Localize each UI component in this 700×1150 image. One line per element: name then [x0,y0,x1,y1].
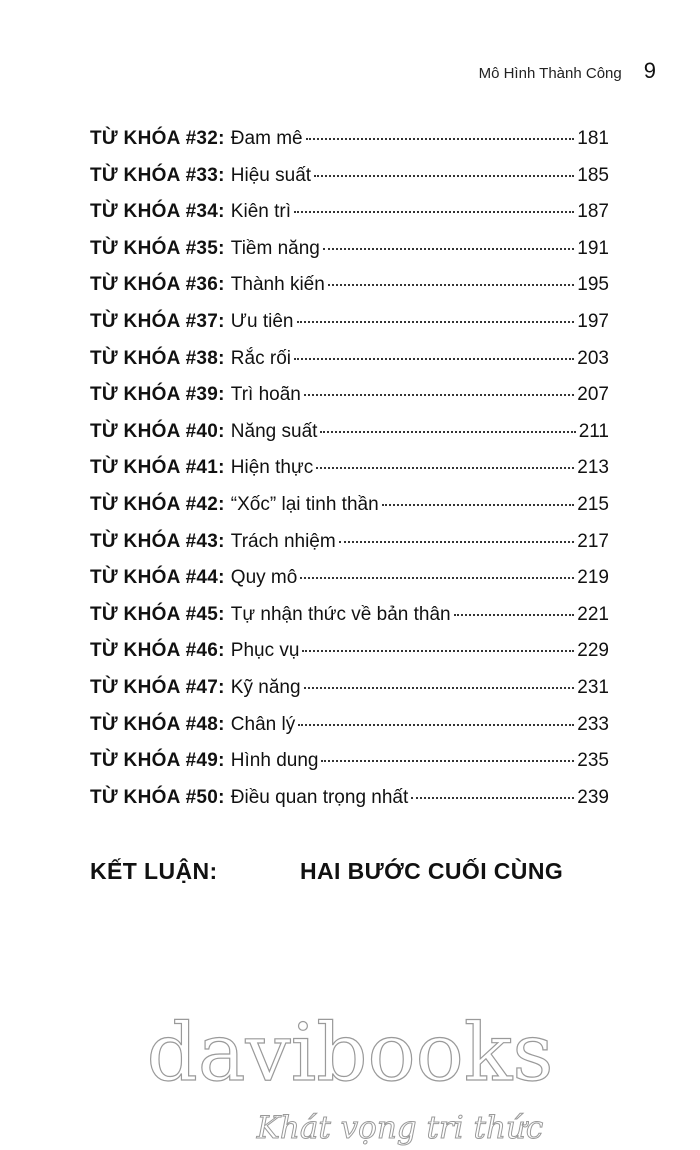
dot-leader [304,394,574,396]
dot-leader [320,431,575,433]
dot-leader [454,614,575,616]
publisher-watermark-logo [0,1010,700,1150]
toc-keyword: TỪ KHÓA #44: [90,567,225,589]
toc-title: Đam mê [230,128,303,149]
toc-page-number: 203 [577,347,609,369]
toc-title: Tiềm năng [230,237,320,259]
toc-page-number: 239 [577,786,609,808]
toc-keyword: TỪ KHÓA #35: [90,237,225,259]
toc-title: Ưu tiên [230,310,294,332]
toc-page-number: 191 [577,237,609,259]
toc-entry [90,457,609,494]
toc-keyword: TỪ KHÓA #47: [90,676,225,698]
dot-leader [316,467,574,469]
dot-leader [411,797,574,799]
toc-keyword: TỪ KHÓA #40: [90,420,225,442]
dot-leader [294,358,574,360]
toc-keyword: TỪ KHÓA #38: [90,347,225,369]
toc-keyword: TỪ KHÓA #49: [90,750,225,772]
dot-leader [339,541,575,543]
conclusion-heading [90,858,564,885]
toc-entry [90,677,609,714]
table-of-contents [90,128,609,823]
toc-title: Tự nhận thức về bản thân [230,603,451,625]
dot-leader [298,724,574,726]
toc-keyword: TỪ KHÓA #43: [90,530,225,552]
toc-keyword: TỪ KHÓA #39: [90,384,225,406]
dot-leader [321,760,574,762]
toc-entry [90,311,609,348]
dot-leader [304,687,575,689]
toc-page-number: 181 [577,128,609,149]
toc-title: Trì hoãn [230,384,301,406]
toc-entry [90,348,609,385]
toc-entry [90,494,609,531]
page-header [479,58,656,84]
conclusion-title: HAI BƯỚC CUỐI CÙNG [300,858,564,884]
toc-page-number: 197 [577,310,609,332]
toc-title: Trách nhiệm [230,530,336,552]
dot-leader [294,211,574,213]
toc-page-number: 221 [577,603,609,625]
toc-keyword: TỪ KHÓA #32: [90,128,225,149]
toc-page-number: 185 [577,164,609,186]
dot-leader [302,650,574,652]
toc-entry [90,238,609,275]
toc-title: Kỹ năng [230,676,301,698]
toc-keyword: TỪ KHÓA #36: [90,274,225,296]
toc-keyword: TỪ KHÓA #45: [90,603,225,625]
toc-entry [90,531,609,568]
toc-title: Thành kiến [230,274,325,296]
toc-page-number: 229 [577,640,609,662]
toc-title: Hiệu suất [230,164,312,186]
toc-title: “Xốc” lại tinh thần [230,493,379,515]
toc-keyword: TỪ KHÓA #42: [90,493,225,515]
toc-title: Chân lý [230,713,296,735]
watermark-svg [0,1010,700,1150]
dot-leader [300,577,574,579]
dot-leader [323,248,574,250]
toc-page-number: 235 [577,750,609,772]
toc-entry [90,640,609,677]
toc-page-number: 219 [577,567,609,589]
dot-leader [328,284,574,286]
toc-keyword: TỪ KHÓA #41: [90,457,225,479]
toc-page-number: 231 [577,676,609,698]
toc-entry [90,201,609,238]
toc-entry [90,714,609,751]
toc-entry [90,128,609,165]
toc-keyword: TỪ KHÓA #33: [90,164,225,186]
toc-entry [90,421,609,458]
toc-title: Hình dung [230,750,319,772]
toc-keyword: TỪ KHÓA #48: [90,713,225,735]
toc-title: Năng suất [230,420,318,442]
toc-title: Điều quan trọng nhất [230,786,409,808]
toc-keyword: TỪ KHÓA #46: [90,640,225,662]
running-title: Mô Hình Thành Công [478,65,622,82]
toc-title: Rắc rối [230,347,291,369]
toc-keyword: TỪ KHÓA #34: [90,201,225,223]
toc-page-number: 211 [578,420,609,442]
watermark-brand: davibooks [146,1010,554,1099]
dot-leader [297,321,575,323]
toc-entry [90,384,609,421]
toc-keyword: TỪ KHÓA #50: [90,786,225,808]
toc-page-number: 195 [577,274,609,296]
toc-entry [90,567,609,604]
toc-page-number: 233 [577,713,609,735]
watermark-tagline: Khát vọng tri thức [256,1110,544,1146]
toc-page-number: 215 [577,493,609,515]
toc-page-number: 207 [577,384,609,406]
toc-title: Kiên trì [230,201,291,223]
page-number: 9 [643,58,656,83]
conclusion-label: KẾT LUẬN: [90,858,218,884]
toc-title: Quy mô [230,567,298,589]
toc-keyword: TỪ KHÓA #37: [90,310,225,332]
toc-title: Hiện thực [230,457,314,479]
toc-entry [90,750,609,787]
toc-page-number: 217 [577,530,609,552]
toc-entry [90,274,609,311]
toc-entry [90,165,609,202]
toc-entry [90,787,609,824]
dot-leader [306,138,575,140]
toc-entry [90,604,609,641]
toc-title: Phục vụ [230,640,300,662]
dot-leader [382,504,575,506]
toc-page-number: 213 [577,457,609,479]
toc-page-number: 187 [577,201,609,223]
dot-leader [314,175,574,177]
